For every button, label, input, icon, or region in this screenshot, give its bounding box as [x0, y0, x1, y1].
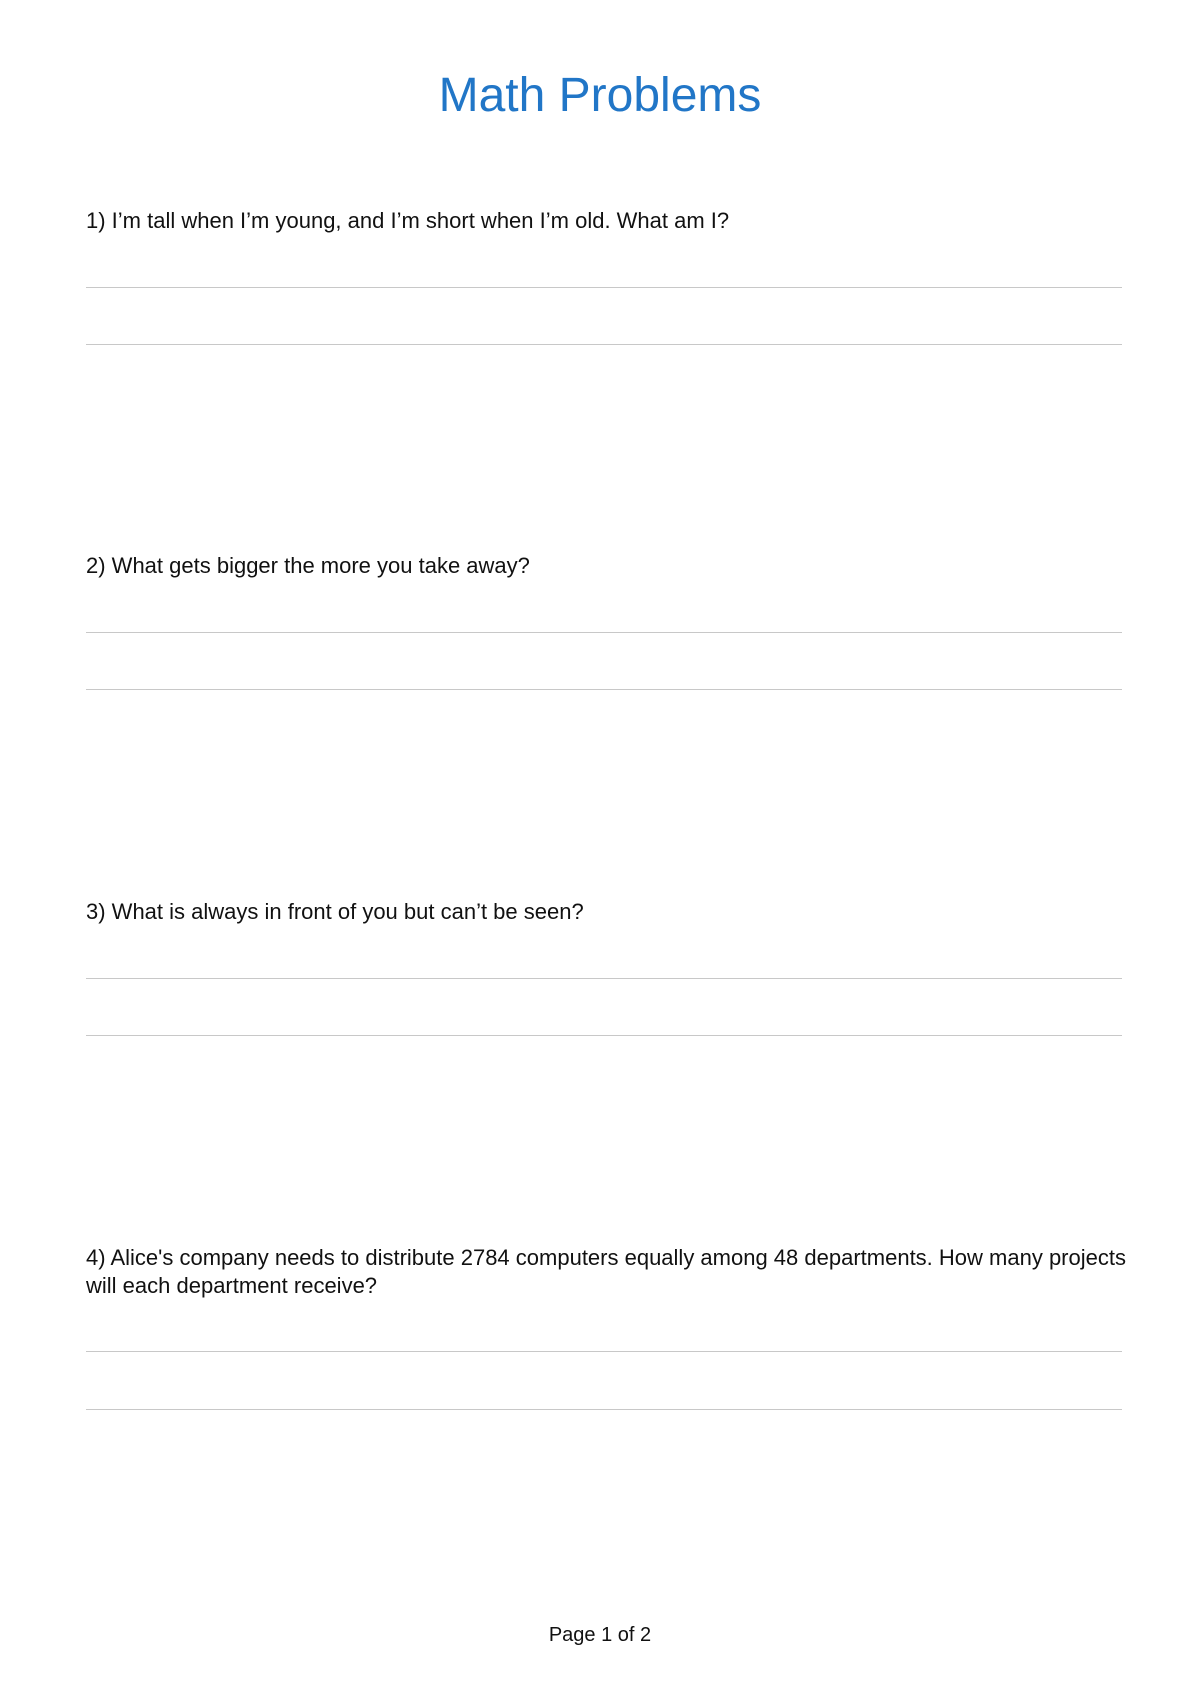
- page-number: Page 1 of 2: [548, 1624, 652, 1646]
- question-text: 4) Alice's company needs to distribute 2784 computers equally among 48 departments. How many projects will each department receive?: [86, 1245, 1126, 1298]
- question-text: 3) What is always in front of you but can’t be seen?: [86, 899, 584, 924]
- answer-line: [86, 344, 1122, 345]
- question-3: [86, 898, 1126, 926]
- answer-line: [86, 978, 1122, 979]
- answer-line: [86, 1035, 1122, 1036]
- question-text: 2) What gets bigger the more you take away?: [86, 553, 530, 578]
- answer-line: [86, 632, 1122, 633]
- answer-line: [86, 1351, 1122, 1352]
- question-text: 1) I’m tall when I’m young, and I’m short when I’m old. What am I?: [86, 208, 730, 233]
- answer-line: [86, 1409, 1122, 1410]
- question-1: [86, 207, 1126, 235]
- question-4: [86, 1244, 1126, 1300]
- answer-line: [86, 287, 1122, 288]
- answer-line: [86, 689, 1122, 690]
- question-2: [86, 552, 1126, 580]
- page-title: Math Problems: [438, 69, 762, 122]
